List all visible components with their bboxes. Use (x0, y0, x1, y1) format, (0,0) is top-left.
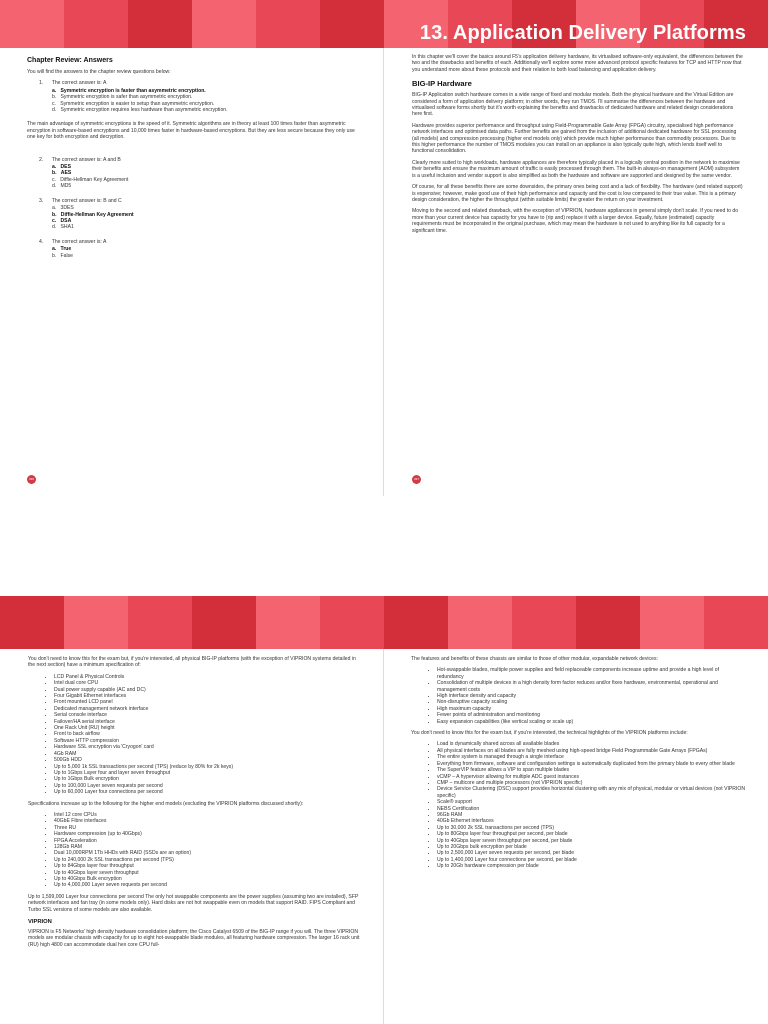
intro-text: You will find the answers to the chapter review questions below: (27, 69, 171, 75)
question-2 (27, 157, 357, 190)
list-item: • Up to 40Gbps layer seven throughput per second, per blade (437, 838, 745, 844)
list-item: • 500Gb HDD (54, 757, 362, 763)
list-item: • Up to 100,000 Layer seven requests per second (54, 783, 362, 789)
list-item: • 96Gb RAM (437, 812, 745, 818)
list-item: • Software HTTP compression (54, 738, 362, 744)
section-heading: Chapter Review: Answers (27, 57, 113, 64)
list-item: • Up to 1Gbps Layer four and layer seven throughput (54, 770, 362, 776)
page-gutter (383, 649, 384, 1024)
list-item: • Up to 80Gbps layer four throughput per second, per blade (437, 831, 745, 837)
chapter-title: 13. Application Delivery Platforms (419, 22, 746, 44)
option: a. True (52, 246, 72, 253)
spec-list (28, 674, 362, 796)
list-item: • Scale® support (437, 799, 745, 805)
list-item: • Up to 60,000 Layer four connections per second (54, 789, 362, 795)
paragraph: Hardware provides superior performance and throughput using Field-Programmable Gate Array (FPGA) circuitry, specialised high performance network interfaces and optimised data paths. Further benefits are gained from the inclusion of additional dedicated hardware for SSL processing (all models) and compression processing (higher end models only) which provide much higher performance than commodity processors. Due to this higher performance the number of TMOS modules you can install on an appliance is also typically quite high, which lends itself well to functional consolidation. (412, 122, 737, 155)
option: b. Symmetric encryption is safer than asymmetric encryption. (52, 94, 193, 101)
left-page (27, 56, 357, 461)
list-item: • One Rack Unit (RU) height (54, 725, 362, 731)
list-item: • Up to 240,000 2k SSL transactions per second (TPS) (54, 857, 362, 863)
list-item: • Dedicated management network interface (54, 706, 362, 712)
option: d. MD5 (52, 183, 72, 190)
list-item: • Three RU (54, 825, 362, 831)
option: c. Symmetric encryption is easier to setup than asymmetric encryption. (52, 100, 215, 107)
option: b. False (52, 252, 73, 259)
answer-line: 3. The correct answer is: B and C (39, 197, 122, 204)
page-gap (0, 497, 768, 596)
list-item: • Hot-swappable blades, multiple power supplies and field replaceable components increase uptime and provide a high level of redundancy (437, 667, 745, 680)
list-item: • Front mounted LCD panel (54, 699, 362, 705)
list-item: • Device Service Clustering (DSC) support provides horizontal clustering with any mix of physical, modular or virtual devices (not VIPRION specific) (437, 786, 745, 799)
list-item: • CMP – multicore and multiple processors (not VIPRION specific) (437, 780, 745, 786)
list-item: • Non-disruptive capacity scaling (437, 699, 745, 705)
right-page (412, 54, 744, 474)
question-1 (27, 80, 357, 113)
list-item: • LCD Panel & Physical Controls (54, 674, 362, 680)
list-item: • Intel 12 core CPUs (54, 812, 362, 818)
paragraph: Clearly more suited to high workloads, hardware appliances are therefore typically placed in a logically central position in the network to maximise their benefits and ensure the maximum amount of traffic is easily processed through them. The built-in always-on management (AOM) subsystem is a useful inclusion and vendor support is also simplified as both the hardware and software are supported and designed by the same vendor. (412, 159, 740, 179)
option: c. Diffie-Hellman Key Agreement (52, 176, 129, 183)
option: b. AES (52, 170, 72, 177)
list-item: • Up to 40Gbps layer seven throughput (54, 870, 362, 876)
option: a. Symmetric encryption is faster than asymmetric encryption. (52, 87, 206, 94)
list-item: • Load is dynamically shared across all available blades (437, 741, 745, 747)
list-item: • vCMP – A hypervisor allowing for multiple ADC guest instances (437, 774, 745, 780)
option: d. SHA1 (52, 224, 74, 231)
explanation-text: The main advantage of symmetric encryptions is the speed of it. Symmetric algorithms are in theory at least 100 times faster than asymmetric encryption in software-based encryptions and 10,000 times faster in hardware-based encryptions. But they are less secure because they only use one key for both encryption and decryption. (27, 121, 355, 141)
right-page (411, 656, 745, 1024)
list-item: • Up to 84Gbps layer four throughput (54, 863, 362, 869)
list-item: • High maximum capacity (437, 706, 745, 712)
page-number-badge: 336 (27, 475, 36, 484)
list-item: • Easy expansion capabilities (like vertical scaling or scale up) (437, 719, 745, 725)
list-item: • FPGA Acceleration (54, 838, 362, 844)
list-item: • Consolidation of multiple devices in a high density form factor reduces and/or fixes hardware, environmental, operational and management costs (437, 680, 745, 693)
page-number-badge: 337 (412, 475, 421, 484)
page-gutter (383, 48, 384, 496)
list-item: • Dual power supply capable (AC and DC) (54, 687, 362, 693)
list-item: • The SuperVIP feature allows a VIP to span multiple blades (437, 767, 745, 773)
tech-list (411, 741, 745, 869)
question-3 (27, 198, 357, 231)
top-spread (0, 0, 768, 498)
paragraph: Of course, for all these benefits there are some downsides, the primary ones being cost and a lack of flexibility. The hardware (and related support) is expensive; however, make good use of their high performance and capacity and the cost is low compared to their true value. This is a primary design consideration, the higher the throughput (within suitable limits) the greater the return on your investment. (412, 184, 743, 203)
bottom-spread (0, 596, 768, 1024)
list-item: • Everything from firmware, software and configuration settings is automatically duplicated from the primary blade to every other blade (437, 761, 745, 767)
list-item: • Failover/HA serial interface (54, 719, 362, 725)
answer-line: 4. The correct answer is: A (39, 238, 107, 245)
list-item: • Up to 4,000,000 Layer seven requests per second (54, 882, 362, 888)
intro-text: In this chapter we'll cover the basics around F5's application delivery hardware, its virtualised software-only equivalent, the differences between the two and the drawbacks and benefits of each. Additionally we'll explore some more advanced protocol specific features for TCP and HTTP now that you understand more about these protocols and their relation to both load balancing and application delivery. (412, 54, 743, 73)
list-item: • Serial console interface (54, 712, 362, 718)
list-item: • Four Gigabit Ethernet interfaces (54, 693, 362, 699)
list-item: • The entire system is managed through a single interface (437, 754, 745, 760)
list-item: • Up to 5,000 1k SSL transactions per second (TPS) (reduce by 80% for 2k keys) (54, 764, 362, 770)
section-heading: VIPRION (28, 919, 52, 926)
left-page (28, 656, 362, 1024)
list-item: • Hardware compression (up to 40Gbps) (54, 831, 362, 837)
intro-text: You don't need to know this for the exam but, if you're interested, all physical BIG-IP platforms (with the exception of VIPRION systems detailed in the next section) have a minimum specification of: (28, 656, 356, 669)
list-item: • 40GbE Fibre interfaces (54, 818, 362, 824)
answer-line: 2. The correct answer is: A and B (39, 156, 121, 163)
list-item: • Up to 1,400,000 Layer four connections per second, per blade (437, 857, 745, 863)
list-item: • Up to 2,500,000 Layer seven requests per second, per blade (437, 850, 745, 856)
paragraph: Specifications increase up to the following for the higher end models (excluding the VIPRION platforms discussed shortly): (28, 800, 304, 807)
answer-line: 1. The correct answer is: A (39, 80, 107, 87)
list-item: • NEBS Certification (437, 806, 745, 812)
list-item: • All physical interfaces on all blades are fully meshed using high-speed bridge Field Programmable Gate Arrays (FPGAs) (437, 748, 745, 754)
high-spec-list (28, 812, 362, 889)
list-item: • Up to 20Gbps bulk encryption per blade (437, 844, 745, 850)
list-item: • Front to back airflow (54, 731, 362, 737)
list-item: • 4Gb RAM (54, 751, 362, 757)
option: c. DSA (52, 217, 72, 224)
intro-text: The features and benefits of these chassis are similar to those of other modular, expandable network devices: (411, 656, 658, 662)
list-item: • Dual 10,000RPM 1Tb HHDs with RAID (SSDs are an option) (54, 850, 362, 856)
paragraph: VIPRION is F5 Networks' high density hardware consolidation platform; the Cisco Catalyst 6509 of the BIG-IP range if you will. The three VIPRION models are modular chassis with capacity for up to eight hot-swappable blade modules, all featuring hardware compression. The larger 16 rack unit (RU) high 4800 can accommodate dual hex core CPU full- (28, 929, 360, 948)
option: a. 3DES (52, 205, 74, 212)
list-item: • Up to 40Gbps Bulk encryption (54, 876, 362, 882)
list-item: • Intel dual core CPU (54, 680, 362, 686)
list-item: • Hardware SSL encryption via 'Cryogon' card (54, 744, 362, 750)
option: b. Diffie-Hellman Key Agreement (52, 211, 134, 218)
list-item: • Up to 1Gbps Bulk encryption (54, 776, 362, 782)
option: a. DES (52, 164, 71, 171)
option: d. Symmetric encryption requires less hardware than asymmetric encryption. (52, 107, 228, 114)
list-item: • Up to 30,000 2k SSL transactions per second (TPS) (437, 825, 745, 831)
paragraph: Up to 1,599,000 Layer four connections per second The only hot swappable components are the power supplies (assuming two are installed), SFP network interfaces and fan tray (in some models only). Hard disks are not hot swappable even on models that support RAID. FIPS Compliant and Turbo SSL versions of some models are also available. (28, 893, 359, 913)
list-item: • Up to 20Gb hardware compression per blade (437, 863, 745, 869)
feature-list (411, 667, 745, 725)
list-item: • High interface density and capacity (437, 693, 745, 699)
list-item: • 128Gb RAM (54, 844, 362, 850)
section-heading: BIG-IP Hardware (412, 79, 472, 89)
paragraph: BIG-IP Application switch hardware comes in a wide range of fixed and modular models. Both the physical hardware and the Virtual Edition are considered a form of application delivery platform; in other words, they run TMOS. I'll summarise the differences between the hardware and virtualised software forms shortly but it's worth explaining the benefits and drawbacks of dedicated hardware and related design considerations here first. (412, 92, 734, 118)
list-item: • Fewer points of administration and monitoring (437, 712, 745, 718)
paragraph: Moving to the second and related drawback, with the exception of VIPRION, hardware appliances in general simply don't scale. If you need to do more than your current device has capacity for you have to (rip and) replace it with a larger device. Equally, future (estimated) capacity requirements must be incorporated in the original purchase, which may mean the hardware is not used to anything like its full capacity for a significant time. (412, 208, 739, 234)
question-4 (27, 239, 357, 259)
list-item: • 40Gb Ethernet interfaces (437, 818, 745, 824)
header-band (0, 596, 768, 649)
paragraph: You don't need to know this for the exam but, if you're interested, the technical highlights of the VIPRION platforms include: (411, 730, 688, 737)
